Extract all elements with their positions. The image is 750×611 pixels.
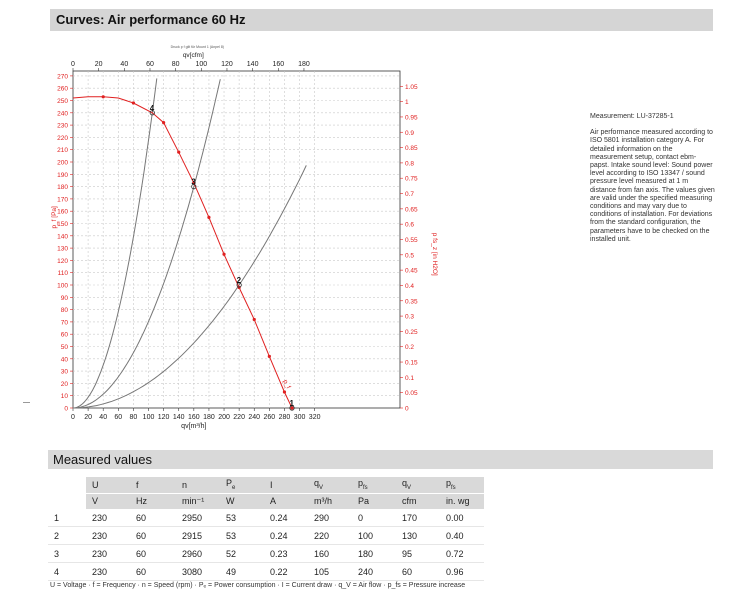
table-cell: 60 (130, 563, 176, 581)
tick-label-y-left: 110 (57, 270, 68, 278)
tick-label-y-left: 120 (57, 257, 68, 265)
tick-label-y-left: 100 (57, 282, 68, 290)
measured-values-table (48, 477, 484, 581)
margin-mark (23, 402, 30, 403)
tick-label-x-bottom: 0 (71, 414, 75, 421)
tick-label-y-right: 0.65 (405, 206, 418, 214)
tick-label-y-left: 190 (57, 171, 68, 179)
measurement-info (590, 113, 715, 244)
tick-label-x-bottom: 100 (142, 414, 155, 421)
header-corner (48, 477, 86, 493)
table-legend: U = Voltage · f = Frequency · n = Speed (rpm) · Pₑ = Power consumption · I = Current draw · q_V = Air flow · p_fs = Pressure increase (50, 582, 466, 589)
tick-label-y-right: 0.05 (405, 390, 418, 398)
tick-label-y-left: 0 (64, 405, 68, 413)
tick-label-x-top: 140 (246, 61, 259, 68)
tick-label-y-left: 60 (60, 331, 68, 339)
table-cell: 95 (396, 545, 440, 563)
tick-label-x-top: 180 (298, 61, 310, 68)
table-cell: 0.22 (264, 563, 308, 581)
table-cell: 290 (308, 509, 352, 527)
operating-point-label: 1 (289, 399, 294, 408)
column-header (396, 477, 440, 493)
table-cell: 2915 (176, 527, 220, 545)
unit-cell: W (220, 493, 264, 509)
axis-label-y-right: p fs_z [in H2O] (431, 232, 438, 276)
row-index-cell: 4 (48, 563, 86, 581)
tick-label-y-right: 0.95 (405, 114, 418, 122)
column-header-symbol: P (226, 478, 233, 489)
unit-cell: Hz (130, 493, 176, 509)
table-cell: 2950 (176, 509, 220, 527)
tick-label-y-right: 0 (405, 405, 409, 413)
fan-curve-marker (268, 355, 271, 358)
tick-label-y-left: 260 (57, 85, 68, 93)
fan-curve-marker (222, 253, 225, 256)
table-cell: 0.72 (440, 545, 484, 563)
column-header-symbol: p (446, 478, 452, 489)
tick-label-y-right: 0.15 (405, 359, 418, 367)
operating-point-label: 3 (191, 177, 196, 187)
column-header (308, 477, 352, 493)
tick-label-y-right: 0.6 (405, 221, 415, 229)
tick-label-x-bottom: 260 (263, 414, 276, 421)
table-cell: 3080 (176, 563, 220, 581)
tick-label-x-top: 100 (195, 61, 208, 68)
column-header-symbol: q (402, 478, 408, 489)
table-cell: 0.23 (264, 545, 308, 563)
column-header (352, 477, 396, 493)
axis-label-y-left: p_f [Pa] (51, 206, 58, 229)
table-cell: 49 (220, 563, 264, 581)
measurement-id: Measurement: LU-37285-1 (590, 113, 674, 120)
chart-note: Druck p f gilt für Mount 1 (Anpel 8) (170, 45, 224, 49)
table-cell: 60 (130, 509, 176, 527)
unit-cell: Pa (352, 493, 396, 509)
tick-label-y-right: 0.25 (405, 328, 418, 336)
tick-label-y-left: 140 (57, 233, 68, 241)
table-header-row (48, 477, 484, 493)
table-cell: 100 (352, 527, 396, 545)
column-header-symbol: n (182, 479, 188, 490)
unit-cell: cfm (396, 493, 440, 509)
unit-cell: in. wg (440, 493, 484, 509)
operating-point-label: 4 (149, 103, 155, 113)
tick-label-y-left: 50 (60, 344, 68, 351)
tick-label-x-bottom: 300 (293, 414, 306, 421)
table-cell: 0.40 (440, 527, 484, 545)
column-header-symbol: p (358, 478, 364, 489)
tick-label-x-bottom: 220 (233, 414, 245, 421)
tick-label-y-right: 0.5 (405, 252, 415, 260)
tick-label-x-bottom: 20 (84, 414, 93, 421)
tick-label-y-left: 250 (57, 98, 68, 105)
unit-cell: m³/h (308, 493, 352, 509)
tick-label-y-right: 0.45 (405, 267, 418, 275)
tick-label-y-right: 0.75 (405, 175, 418, 183)
tick-label-x-bottom: 200 (218, 414, 230, 421)
fan-curve-label: p_f (281, 378, 292, 390)
tick-label-x-top: 0 (71, 61, 75, 68)
column-header (220, 477, 264, 493)
tick-label-y-left: 130 (57, 245, 68, 253)
column-header-symbol: I (270, 479, 273, 490)
column-header (264, 477, 308, 493)
table-cell: 60 (130, 527, 176, 545)
units-corner (48, 493, 86, 509)
table-cell: 0 (352, 509, 396, 527)
tick-label-x-bottom: 140 (172, 414, 185, 421)
tick-label-y-left: 90 (60, 294, 68, 302)
fan-curve-marker (283, 390, 286, 393)
fan-curve-marker (102, 95, 105, 98)
tick-label-y-left: 270 (57, 73, 68, 81)
table-cell: 170 (396, 509, 440, 527)
tick-label-y-right: 0.55 (405, 236, 418, 244)
fan-curve-marker (162, 121, 165, 124)
table-cell: 240 (352, 563, 396, 581)
column-header-subscript: V (407, 485, 412, 492)
fan-curve-marker (132, 101, 135, 104)
tick-label-y-left: 10 (60, 393, 68, 401)
table-cell: 130 (396, 527, 440, 545)
column-header (86, 477, 130, 493)
tick-label-y-right: 1 (405, 99, 409, 107)
table-cell: 60 (396, 563, 440, 581)
table-cell: 0.00 (440, 509, 484, 527)
row-index-cell: 3 (48, 545, 86, 563)
tick-label-x-top: 160 (272, 61, 285, 68)
fan-curve-marker (177, 151, 180, 154)
table-cell: 52 (220, 545, 264, 563)
tick-label-y-left: 210 (57, 147, 68, 155)
operating-point-label: 2 (236, 276, 242, 285)
tick-label-y-right: 0.1 (405, 374, 415, 382)
table-cell: 53 (220, 509, 264, 527)
table-cell: 220 (308, 527, 352, 545)
tick-label-y-left: 150 (57, 221, 68, 228)
column-header-subscript: fs (363, 485, 368, 492)
column-header (176, 477, 220, 493)
row-index-cell: 2 (48, 527, 86, 545)
tick-label-y-right: 0.2 (405, 344, 415, 352)
table-cell: 0.96 (440, 563, 484, 581)
tick-label-y-right: 0.8 (405, 160, 415, 168)
tick-label-x-bottom: 60 (114, 414, 123, 421)
table-row (48, 509, 484, 527)
table-row (48, 527, 484, 545)
column-header-subscript: fs (451, 485, 456, 492)
tick-label-y-left: 230 (57, 122, 68, 130)
fan-curve-marker (253, 318, 256, 321)
tick-label-x-bottom: 80 (129, 414, 138, 421)
tick-label-y-left: 160 (57, 208, 68, 216)
table-row (48, 545, 484, 563)
column-header (440, 477, 484, 493)
column-header-symbol: f (136, 479, 139, 490)
tick-label-x-bottom: 180 (203, 414, 215, 421)
measurement-description: Air performance measured according to ISO 5801 installation category A. For detailed information on the measurement setup, contact ebm-papst. Intake sound level: Sound power level according to ISO 13347 / sound pressure level measured at 1 m distance from fan axis. The values given are valid under the specified measuring conditions and may vary due to conditions of installation. For deviations from the standard configuration, the parameters have to be checked on the installed unit. (590, 129, 715, 243)
tick-label-x-top: 120 (221, 61, 233, 68)
table-cell: 230 (86, 509, 130, 527)
table-cell: 53 (220, 527, 264, 545)
tick-label-y-left: 40 (60, 356, 68, 364)
tick-label-x-bottom: 40 (99, 414, 108, 421)
tick-label-y-left: 70 (60, 319, 68, 327)
tick-label-y-left: 20 (60, 380, 68, 388)
table-cell: 180 (352, 545, 396, 563)
tick-label-x-bottom: 120 (157, 414, 170, 421)
table-cell: 0.24 (264, 527, 308, 545)
tick-label-y-right: 0.7 (405, 191, 415, 199)
table-cell: 60 (130, 545, 176, 563)
tick-label-x-top: 20 (94, 61, 103, 68)
tick-label-x-bottom: 240 (248, 414, 261, 421)
tick-label-y-left: 80 (60, 307, 68, 315)
tick-label-x-top: 80 (171, 61, 180, 68)
table-cell: 0.24 (264, 509, 308, 527)
axis-label-x-bottom: qv[m³/h] (181, 423, 207, 430)
table-cell: 2960 (176, 545, 220, 563)
column-header-subscript: e (232, 485, 236, 492)
tick-label-y-right: 1.05 (405, 83, 418, 91)
tick-label-x-top: 40 (120, 61, 129, 68)
column-header-symbol: q (314, 478, 320, 489)
unit-cell: V (86, 493, 130, 509)
unit-cell: min⁻¹ (176, 493, 220, 509)
tick-label-y-right: 0.9 (405, 129, 415, 137)
page-title: Curves: Air performance 60 Hz (56, 12, 246, 27)
table-cell: 230 (86, 545, 130, 563)
measured-values-title: Measured values (53, 452, 152, 467)
tick-label-x-top: 60 (146, 61, 154, 68)
tick-label-y-left: 220 (57, 134, 68, 142)
column-header-symbol: U (92, 479, 99, 490)
row-index-cell: 1 (48, 509, 86, 527)
tick-label-y-left: 240 (57, 110, 68, 118)
measured-values-header (48, 450, 713, 469)
table-cell: 160 (308, 545, 352, 563)
tick-label-y-right: 0.4 (405, 282, 415, 290)
tick-label-x-bottom: 160 (187, 414, 200, 421)
tick-label-y-right: 0.3 (405, 313, 415, 321)
table-row (48, 563, 484, 581)
unit-cell: A (264, 493, 308, 509)
tick-label-y-left: 200 (57, 159, 68, 167)
tick-label-y-right: 0.85 (405, 145, 418, 153)
tick-label-y-left: 180 (57, 184, 68, 192)
axis-label-x-top: qv[cfm] (182, 52, 204, 59)
table-cell: 105 (308, 563, 352, 581)
tick-label-y-left: 170 (57, 196, 68, 204)
tick-label-y-left: 30 (60, 368, 68, 376)
tick-label-y-right: 0.35 (405, 298, 418, 306)
plot-frame (73, 71, 400, 408)
column-header (130, 477, 176, 493)
tick-label-x-bottom: 320 (308, 414, 321, 421)
tick-label-x-bottom: 280 (278, 414, 291, 421)
table-cell: 230 (86, 527, 130, 545)
column-header-subscript: V (319, 485, 324, 492)
fan-curve-marker (207, 216, 210, 219)
table-cell: 230 (86, 563, 130, 581)
table-units-row (48, 493, 484, 509)
